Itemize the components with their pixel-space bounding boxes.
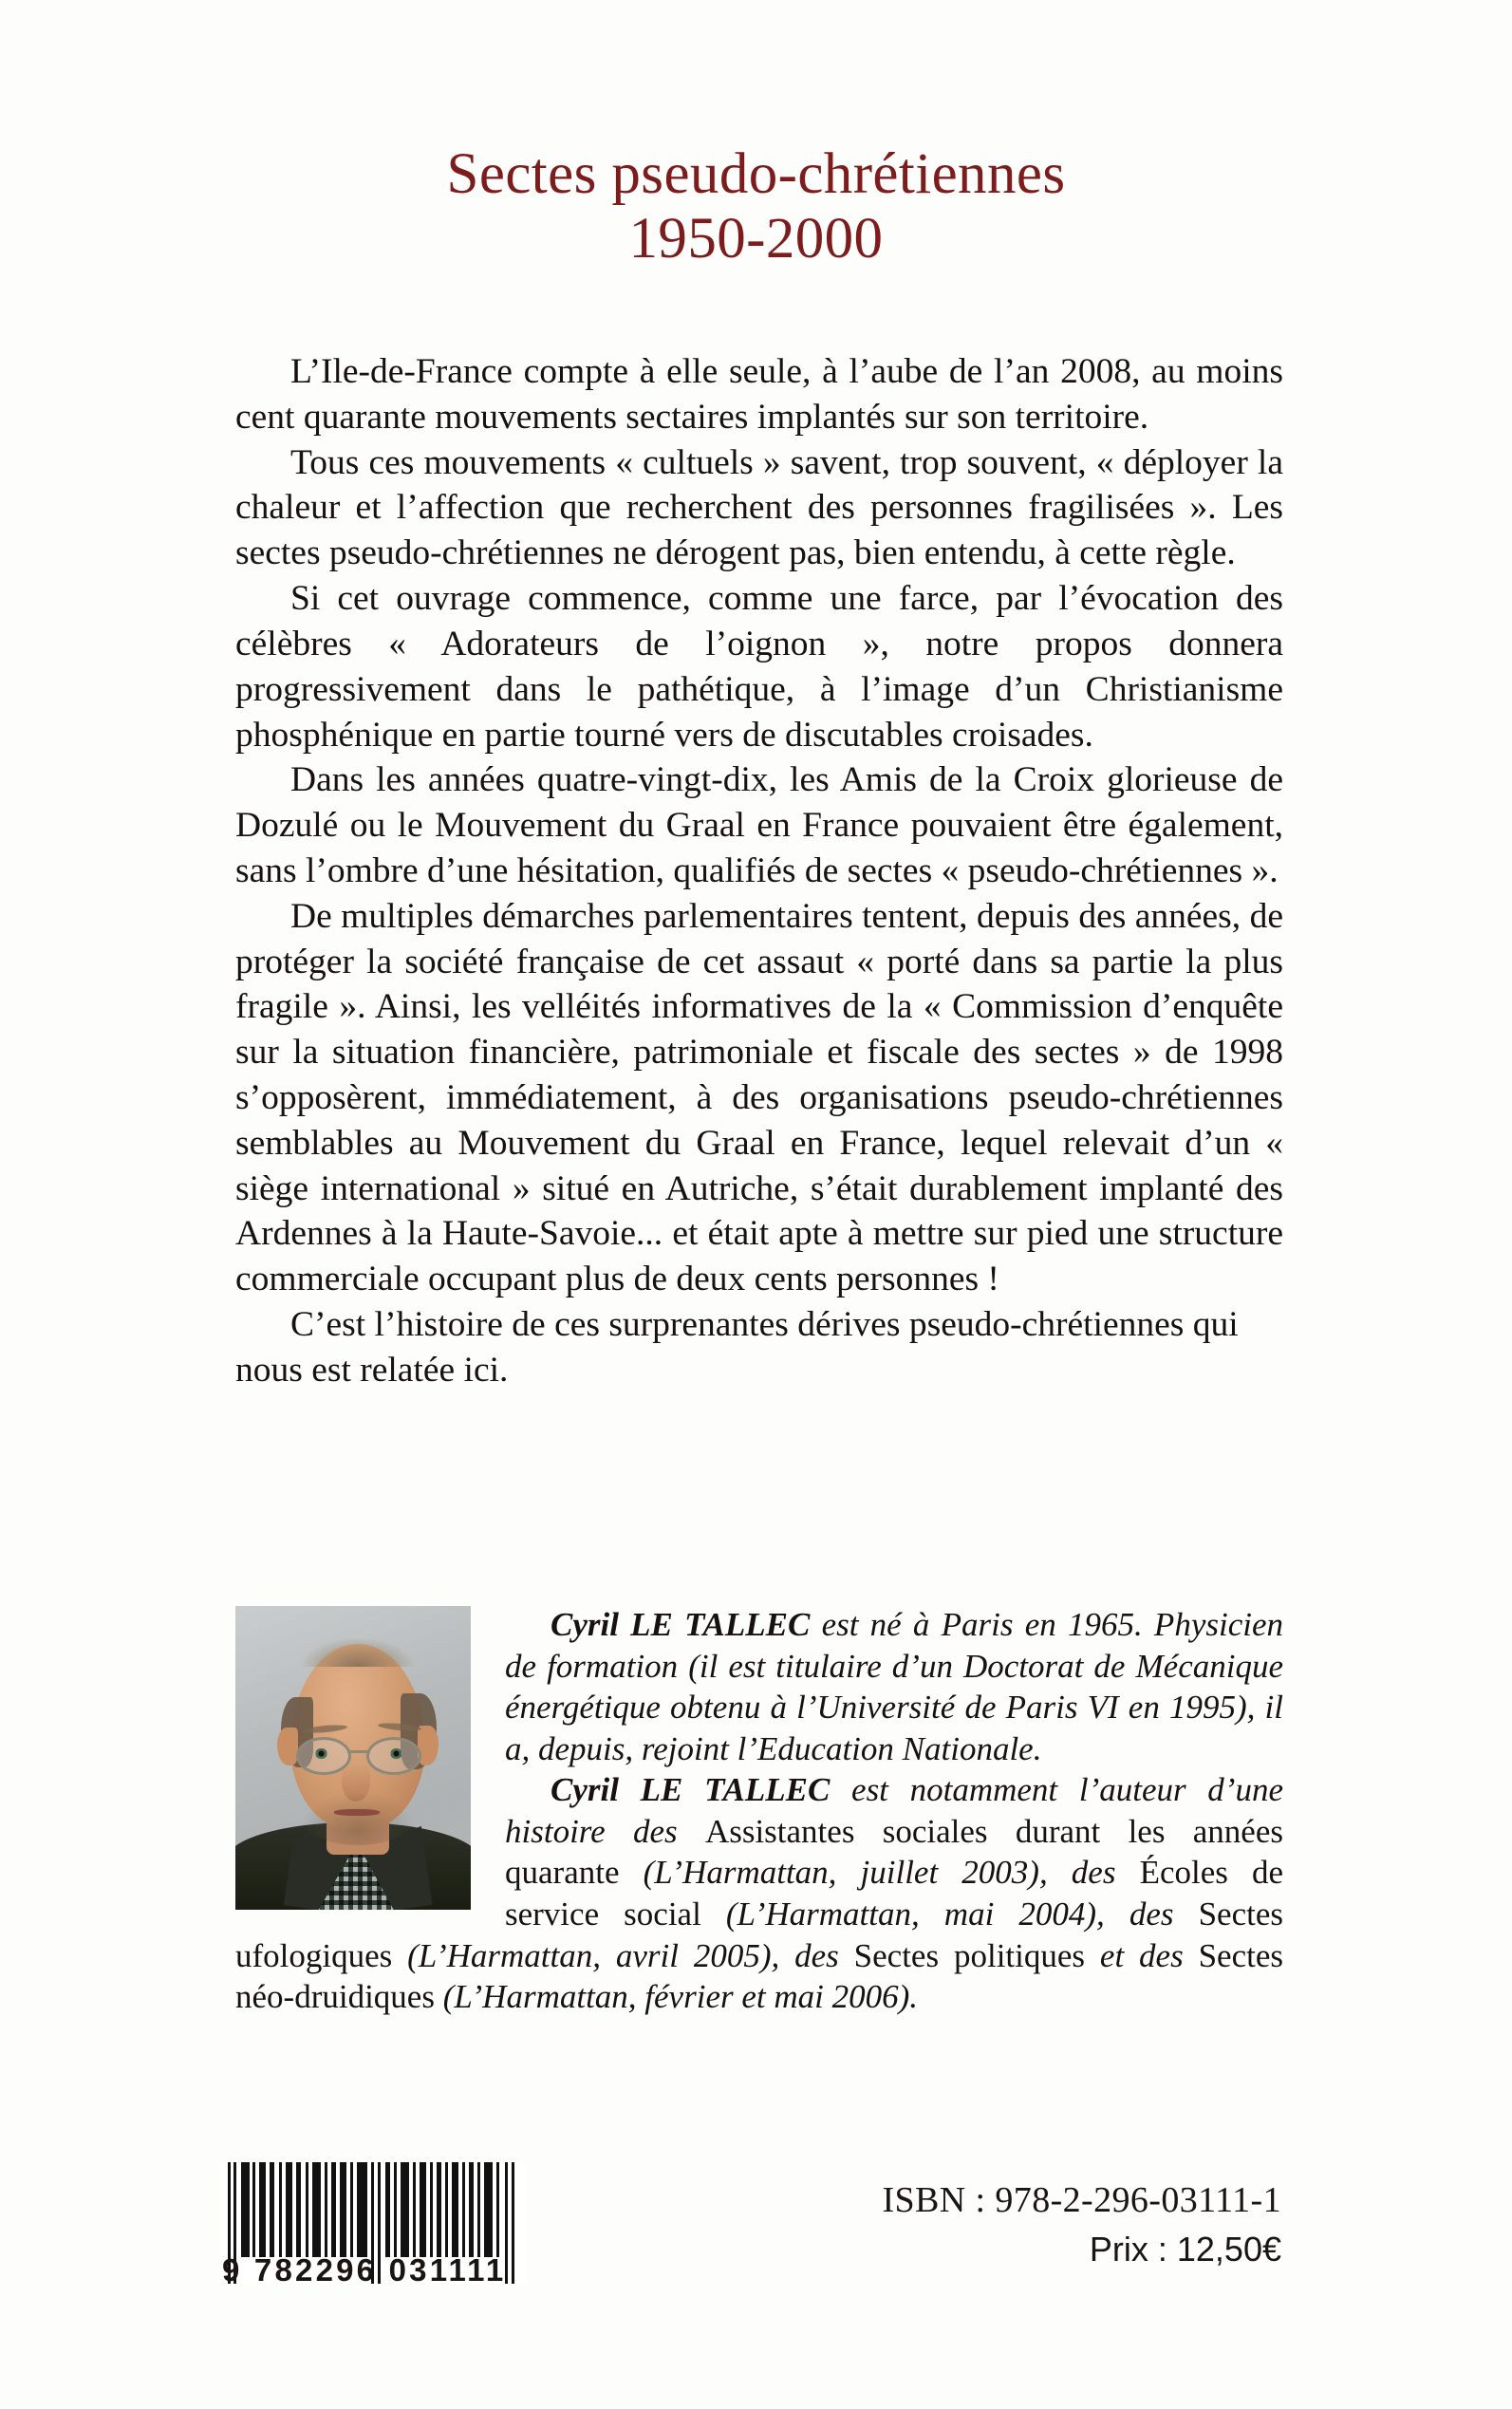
author-bio-text: et des [1085,1936,1199,1974]
page-title [0,142,1512,272]
author-bio-text: (L’Harmattan, février et mai 2006). [434,1978,919,2016]
photo-eye-right [390,1748,402,1759]
blurb-paragraph: L’Ile-de-France compte à elle seule, à l’aube de l’an 2008, au moins cent quarante mouvements sectaires implantés sur son territoire. [235,352,1283,437]
author-section [235,1604,1283,2018]
glasses-icon [294,1737,423,1769]
photo-stubble [302,1792,414,1845]
isbn-price-block [882,2177,1281,2271]
price-text: Prix : 12,50€ [1089,2229,1281,2269]
author-name: Cyril LE TALLEC [551,1771,831,1809]
author-bio-text: est notamment l’auteur d’une histoire des [505,1771,1283,1850]
author-bio-text: est né à Paris en 1965. Physicien de formation (il est titulaire d’un Doctorat de Mécanique énergétique obtenu à l’Université de Paris VI en 1995), il a, depuis, rejoint l’Education Nationale. [505,1606,1283,1767]
isbn-text: ISBN : 978-2-296-03111-1 [882,2180,1281,2220]
blurb-paragraph: Si cet ouvrage commence, comme une farce, par l’évocation des célèbres « Adorateurs de l’oignon », notre propos donnera progressivement dans le pathétique, à l’image d’un Christianisme phosphénique en partie tourné vers de discutables croisades. [235,579,1283,755]
author-bio-text: (L’Harmattan, mai 2004), des [700,1895,1199,1933]
photo-eye-left [315,1748,327,1759]
title-line-1: Sectes pseudo-chrétiennes [446,142,1066,206]
barcode-digits: 9 782296 031111 [222,2252,507,2288]
work-title: Assistantes sociales durant les années quarante [505,1812,1283,1892]
photo-mouth [334,1809,380,1816]
work-title: Sectes néo-druidiques [235,1936,1284,2016]
blurb-paragraph: Tous ces mouvements « cultuels » savent, trop souvent, « déployer la chaleur et l’affection que recherchent des personnes fragilisées ». Les sectes pseudo-chrétiennes ne dérogent pas, bien entendu, à cette règle. [235,442,1283,573]
cover-footer [0,2153,1512,2343]
title-line-2: 1950-2000 [628,207,884,271]
work-title: Sectes ufologiques [235,1895,1283,1974]
blurb-paragraph: C’est l’histoire de ces surprenantes dérives pseudo-chrétiennes qui nous est relatée ici. [235,1305,1239,1390]
author-name: Cyril LE TALLEC [551,1606,811,1643]
author-bio-text: (L’Harmattan, juillet 2003), des [619,1854,1140,1892]
back-cover-blurb [235,349,1283,1393]
photo-hair-top [302,1638,414,1667]
author-bio-text: (L’Harmattan, avril 2005), des [392,1936,854,1974]
photo-glasses-bridge [347,1750,370,1753]
blurb-paragraph: De multiples démarches parlementaires tentent, depuis des années, de protéger la société française de cet assaut « porté dans sa partie la plus fragile ». Ainsi, les velléités informatives de la « Commission d’enquête sur la situation financière, patrimoniale et fiscale des sectes » de 1998 s’opposèrent, immédiatement, à des organisations pseudo-chrétiennes semblables au Mouvement du Graal en France, lequel relevait d’un « siège international » situé en Autriche, s’était durablement implanté des Ardennes à la Haute-Savoie... et était apte à mettre sur pied une structure commerciale occupant plus de deux cents personnes ! [235,896,1283,1299]
barcode [220,2162,526,2288]
blurb-paragraph: Dans les années quatre-vingt-dix, les Amis de la Croix glorieuse de Dozulé ou le Mouvement du Graal en France pouvaient être également, sans l’ombre d’une hésitation, qualifiés de sectes « pseudo-chrétiennes ». [235,760,1283,890]
work-title: Sectes politiques [853,1936,1086,1974]
work-title: Écoles de service social [505,1854,1283,1933]
author-photo [235,1606,471,1910]
